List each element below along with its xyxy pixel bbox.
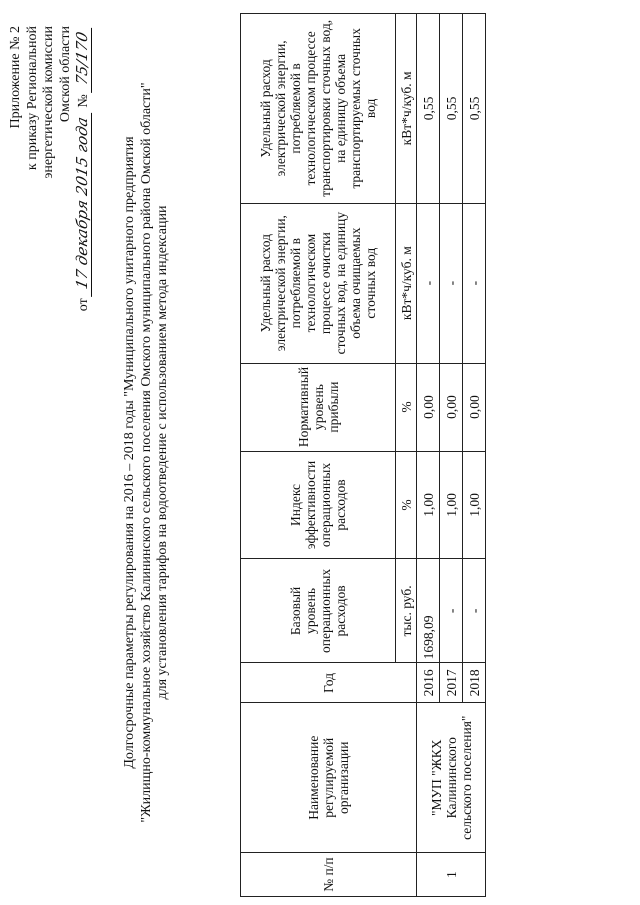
header-num: № п/п [241, 853, 417, 897]
number-label: № [76, 94, 91, 108]
appendix-commission: энергетической комиссии [41, 26, 56, 179]
header-profit-level: Нормативный уровень прибыли [241, 363, 396, 451]
unit-index: % [396, 451, 417, 559]
unit-transport: кВт*ч/куб. м [396, 14, 417, 204]
header-efficiency-index: Индекс эффективности операционных расходов [241, 451, 396, 559]
cleaning-energy-cell: - [417, 203, 440, 363]
efficiency-index-cell: 1,00 [417, 451, 440, 559]
base-level-cell: - [463, 559, 486, 663]
organization-name [417, 703, 486, 853]
organization-name-line-1: "МУП "ЖКХ [428, 739, 444, 817]
organization-name-line-3: сельского поселения" [458, 715, 474, 840]
profit-level-cell: 0,00 [417, 363, 440, 451]
order-date-number-line [74, 26, 93, 311]
efficiency-index-cell: 1,00 [463, 451, 486, 559]
efficiency-index-cell: 1,00 [440, 451, 463, 559]
transport-energy-cell: 0,55 [440, 14, 463, 204]
year-cell: 2018 [463, 663, 486, 703]
unit-cleaning: кВт*ч/куб. м [396, 203, 417, 363]
heading-line-1: Долгосрочные параметры регулирования на 2016 – 2018 годы "Муниципального унитарного предприятия [122, 136, 137, 769]
parameters-table [240, 13, 486, 897]
appendix-block [8, 26, 93, 311]
appendix-region: Омской области [57, 26, 73, 123]
base-level-cell: - [440, 559, 463, 663]
organization-name-line-2: Калининского [443, 737, 459, 819]
from-label: от [76, 298, 91, 312]
handwritten-number: 75/170 [74, 24, 92, 93]
transport-energy-cell: 0,55 [463, 14, 486, 204]
appendix-order-ref: к приказу Региональной [24, 26, 40, 171]
year-cell: 2016 [417, 663, 440, 703]
document-heading [122, 0, 172, 905]
header-organization: Наименование регулируемой организации [241, 703, 417, 853]
profit-level-cell: 0,00 [463, 363, 486, 451]
header-transport-energy: Удельный расход электрической энергии, потребляемой в технологическом процессе транспортировки сточных вод, на единицу объема транспортируемых сточных вод [241, 14, 396, 204]
heading-line-3: для установления тарифов на водоотведение с использованием метода индексации [155, 205, 170, 700]
header-cleaning-energy: Удельный расход электрической энергии, потребляемой в технологическом процессе очистки сточных вод, на единицу объема очищаемых сточных вод [241, 203, 396, 363]
appendix-title: Приложение № 2 [8, 26, 23, 129]
unit-profit: % [396, 363, 417, 451]
unit-base: тыс. руб. [396, 559, 417, 663]
cleaning-energy-cell: - [440, 203, 463, 363]
transport-energy-cell: 0,55 [417, 14, 440, 204]
heading-line-2: "Жилищно-коммунальное хозяйство Калининского сельского поселения Омского муниципального района Омской области" [138, 82, 154, 823]
base-level-cell: 1698,09 [417, 559, 440, 663]
cleaning-energy-cell: - [463, 203, 486, 363]
header-year: Год [241, 663, 417, 703]
handwritten-date: 17 декабря 2015 года [74, 109, 92, 296]
table-row [417, 14, 440, 897]
profit-level-cell: 0,00 [440, 363, 463, 451]
header-base-level: Базовый уровень операционных расходов [241, 559, 396, 663]
year-cell: 2017 [440, 663, 463, 703]
row-number: 1 [417, 853, 486, 897]
